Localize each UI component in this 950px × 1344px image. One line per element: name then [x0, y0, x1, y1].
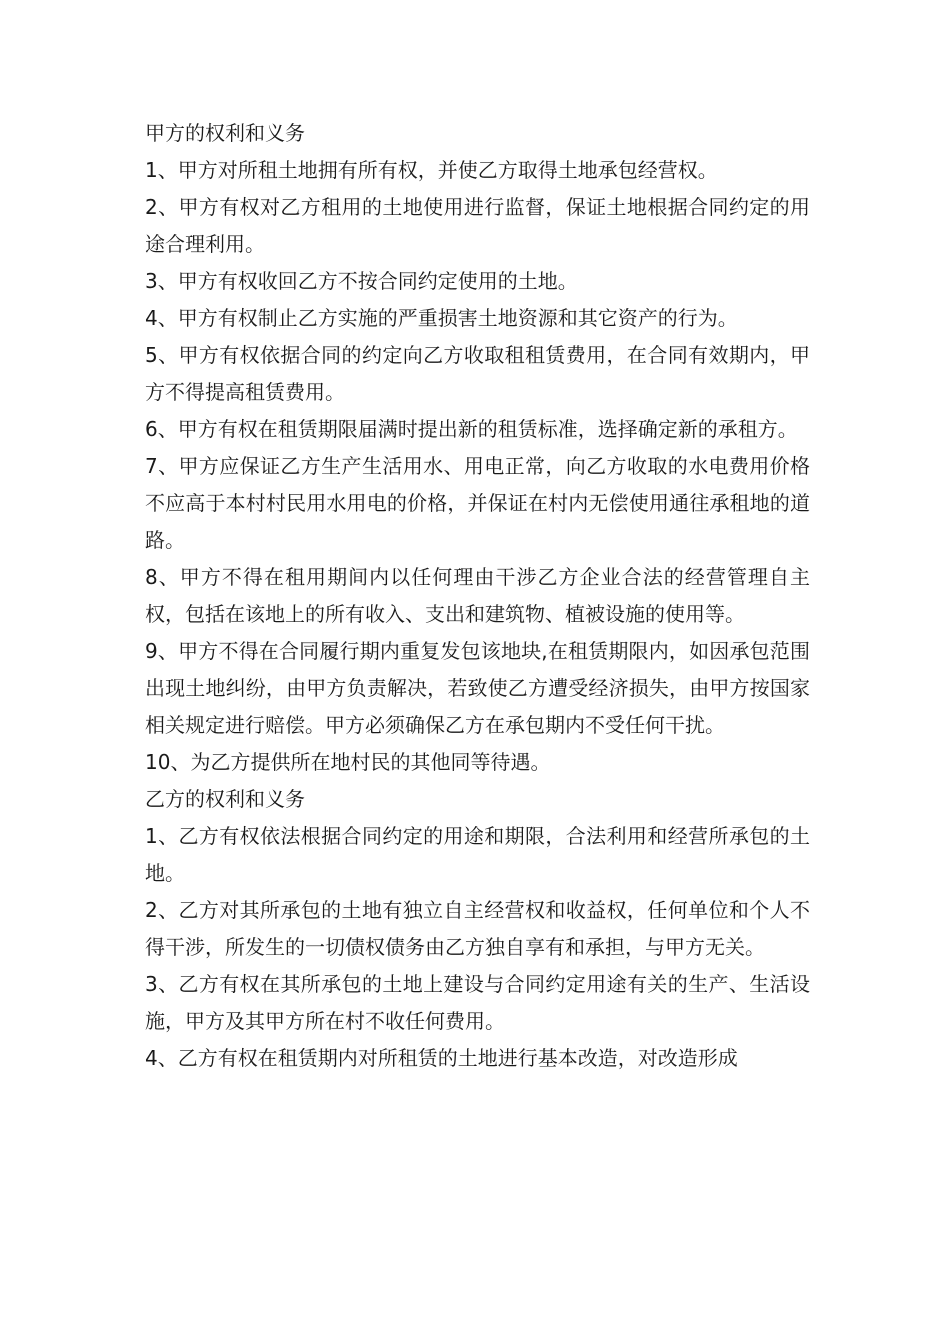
clause-b-1: 1、乙方有权依法根据合同约定的用途和期限，合法利用和经营所承包的土地。 — [145, 824, 810, 885]
clause-a-6: 6、甲方有权在租赁期限届满时提出新的租赁标准，选择确定新的承租方。 — [145, 417, 798, 441]
clause-a-7: 7、甲方应保证乙方生产生活用水、用电正常，向乙方收取的水电费用价格不应高于本村村民用水用电的价格，并保证在村内无偿使用通往承租地的道路。 — [145, 454, 810, 552]
clause-a-5: 5、甲方有权依据合同的约定向乙方收取租租赁费用，在合同有效期内，甲方不得提高租赁费用。 — [145, 343, 810, 404]
section-heading-party-b: 乙方的权利和义务 — [145, 787, 305, 811]
clause-a-1: 1、甲方对所租土地拥有所有权，并使乙方取得土地承包经营权。 — [145, 158, 718, 182]
clause-a-9: 9、甲方不得在合同履行期内重复发包该地块,在租赁期限内，如因承包范围出现土地纠纷，由甲方负责解决，若致使乙方遭受经济损失，由甲方按国家相关规定进行赔偿。甲方必须确保乙方在承包期内不受任何干扰。 — [145, 639, 810, 737]
clause-b-3: 3、乙方有权在其所承包的土地上建设与合同约定用途有关的生产、生活设施，甲方及其甲方所在村不收任何费用。 — [145, 972, 810, 1033]
clause-a-3: 3、甲方有权收回乙方不按合同约定使用的土地。 — [145, 269, 578, 293]
document-body — [145, 115, 810, 1077]
clause-b-4: 4、乙方有权在租赁期内对所租赁的土地进行基本改造，对改造形成 — [145, 1046, 738, 1070]
section-heading-party-a: 甲方的权利和义务 — [145, 121, 305, 145]
clause-a-4: 4、甲方有权制止乙方实施的严重损害土地资源和其它资产的行为。 — [145, 306, 738, 330]
clause-a-2: 2、甲方有权对乙方租用的土地使用进行监督，保证土地根据合同约定的用途合理利用。 — [145, 195, 810, 256]
clause-a-8: 8、甲方不得在租用期间内以任何理由干涉乙方企业合法的经营管理自主权，包括在该地上的所有收入、支出和建筑物、植被设施的使用等。 — [145, 565, 810, 626]
clause-b-2: 2、乙方对其所承包的土地有独立自主经营权和收益权，任何单位和个人不得干涉，所发生的一切债权债务由乙方独自享有和承担，与甲方无关。 — [145, 898, 810, 959]
clause-a-10: 10、为乙方提供所在地村民的其他同等待遇。 — [145, 750, 551, 774]
